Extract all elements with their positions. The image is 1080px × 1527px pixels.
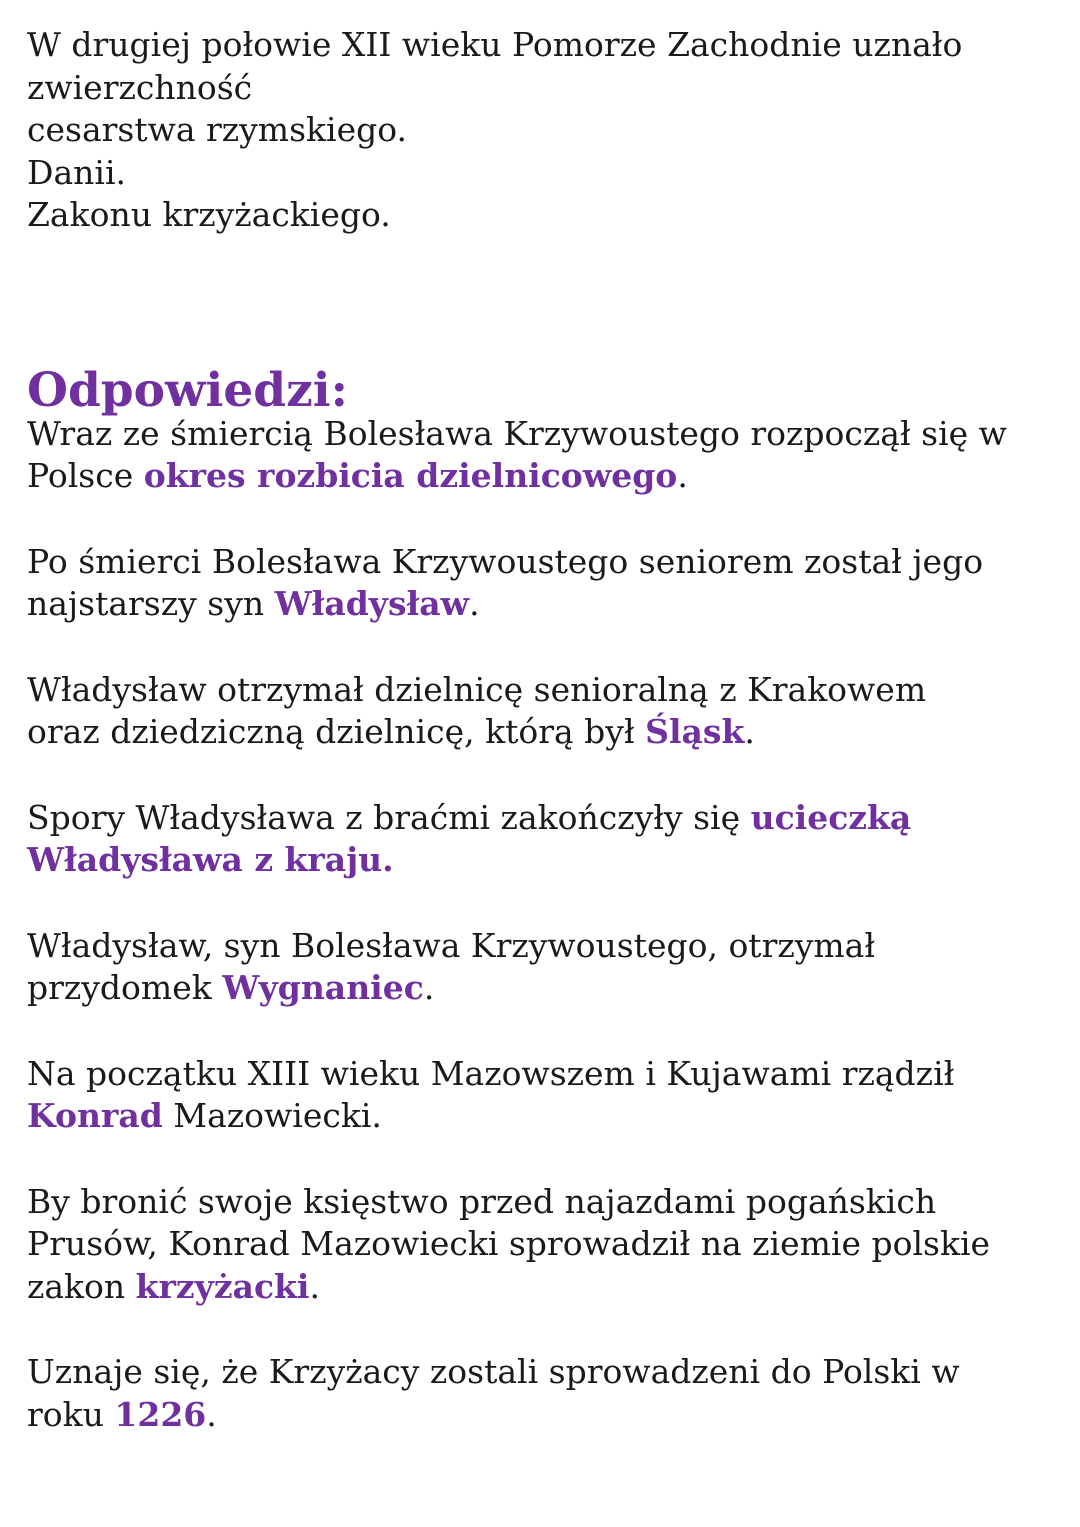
answer-3-punct: . (744, 712, 755, 751)
answer-7-text: zakon (27, 1266, 136, 1306)
answer-2-text: najstarszy syn (27, 584, 275, 623)
option-2: Danii. (27, 152, 126, 192)
answer-6-highlight: Konrad (27, 1096, 163, 1135)
answer-5 (27, 925, 1067, 1010)
answer-8-line-1: Uznaje się, że Krzyżacy zostali sprowadzeni do Polski w (27, 1352, 960, 1391)
answer-3-line-2 (27, 711, 1067, 754)
answer-1 (27, 413, 1067, 498)
answer-7-line-1: By bronić swoje księstwo przed najazdami pogańskich (27, 1181, 937, 1221)
answer-4-highlight-2: Władysława z kraju. (27, 840, 394, 879)
answer-3-highlight: Śląsk (645, 712, 745, 751)
answer-2 (27, 541, 1067, 626)
answer-8-highlight: 1226 (114, 1394, 207, 1434)
answer-6-line-2 (27, 1095, 1067, 1138)
answer-1-punct: . (677, 456, 688, 495)
option-1: cesarstwa rzymskiego. (27, 110, 408, 149)
answers-heading: Odpowiedzi: (27, 362, 348, 418)
question-block (27, 24, 1067, 237)
answer-1-line-1: Wraz ze śmiercią Bolesława Krzywoustego rozpoczął się w (27, 413, 1007, 453)
answer-6 (27, 1053, 1067, 1138)
answer-3-line-1: Władysław otrzymał dzielnicę senioralną z Krakowem (27, 669, 927, 709)
answer-1-highlight: okres rozbicia dzielnicowego (143, 456, 678, 495)
answer-2-highlight: Władysław (274, 584, 470, 623)
question-text-line-2: zwierzchność (27, 67, 253, 107)
answer-8-text: roku (27, 1394, 115, 1434)
answer-7-punct: . (309, 1266, 320, 1306)
answer-7-line-3 (27, 1266, 1067, 1309)
answer-6-text: Mazowiecki. (162, 1096, 382, 1135)
answer-5-highlight: Wygnaniec (222, 968, 424, 1007)
option-3: Zakonu krzyżackiego. (27, 195, 391, 234)
answer-4-line-1 (27, 797, 1067, 840)
document-page (27, 24, 1067, 1479)
answer-8-punct: . (206, 1394, 217, 1434)
answer-5-text: przydomek (27, 968, 223, 1007)
answer-1-line-2 (27, 455, 1067, 498)
question-text-line-1: W drugiej połowie XII wieku Pomorze Zachodnie uznało (27, 25, 963, 64)
answer-5-line-1: Władysław, syn Bolesława Krzywoustego, otrzymał (27, 925, 876, 965)
answer-2-line-2 (27, 583, 1067, 626)
answer-4 (27, 797, 1067, 882)
answer-2-punct: . (469, 584, 480, 623)
answer-4-line-2 (27, 839, 1067, 882)
answer-1-text: Polsce (27, 456, 144, 495)
answer-3-text: oraz dziedziczną dzielnicę, którą był (27, 712, 646, 751)
answer-8 (27, 1351, 1067, 1436)
answer-6-line-1: Na początku XIII wieku Mazowszem i Kujawami rządził (27, 1053, 955, 1093)
answer-8-line-2 (27, 1394, 1067, 1437)
answer-7 (27, 1181, 1067, 1309)
answer-7-highlight: krzyżacki (135, 1266, 310, 1306)
answer-7-line-2: Prusów, Konrad Mazowiecki sprowadził na ziemie polskie (27, 1224, 991, 1263)
answer-5-punct: . (423, 968, 435, 1007)
answer-2-line-1: Po śmierci Bolesława Krzywoustego seniorem został jego (27, 541, 984, 581)
answer-5-line-2 (27, 967, 1067, 1010)
answer-4-text: Spory Władysława z braćmi zakończyły się (27, 797, 751, 837)
answer-3 (27, 669, 1067, 754)
answer-4-highlight-1: ucieczką (750, 797, 912, 837)
